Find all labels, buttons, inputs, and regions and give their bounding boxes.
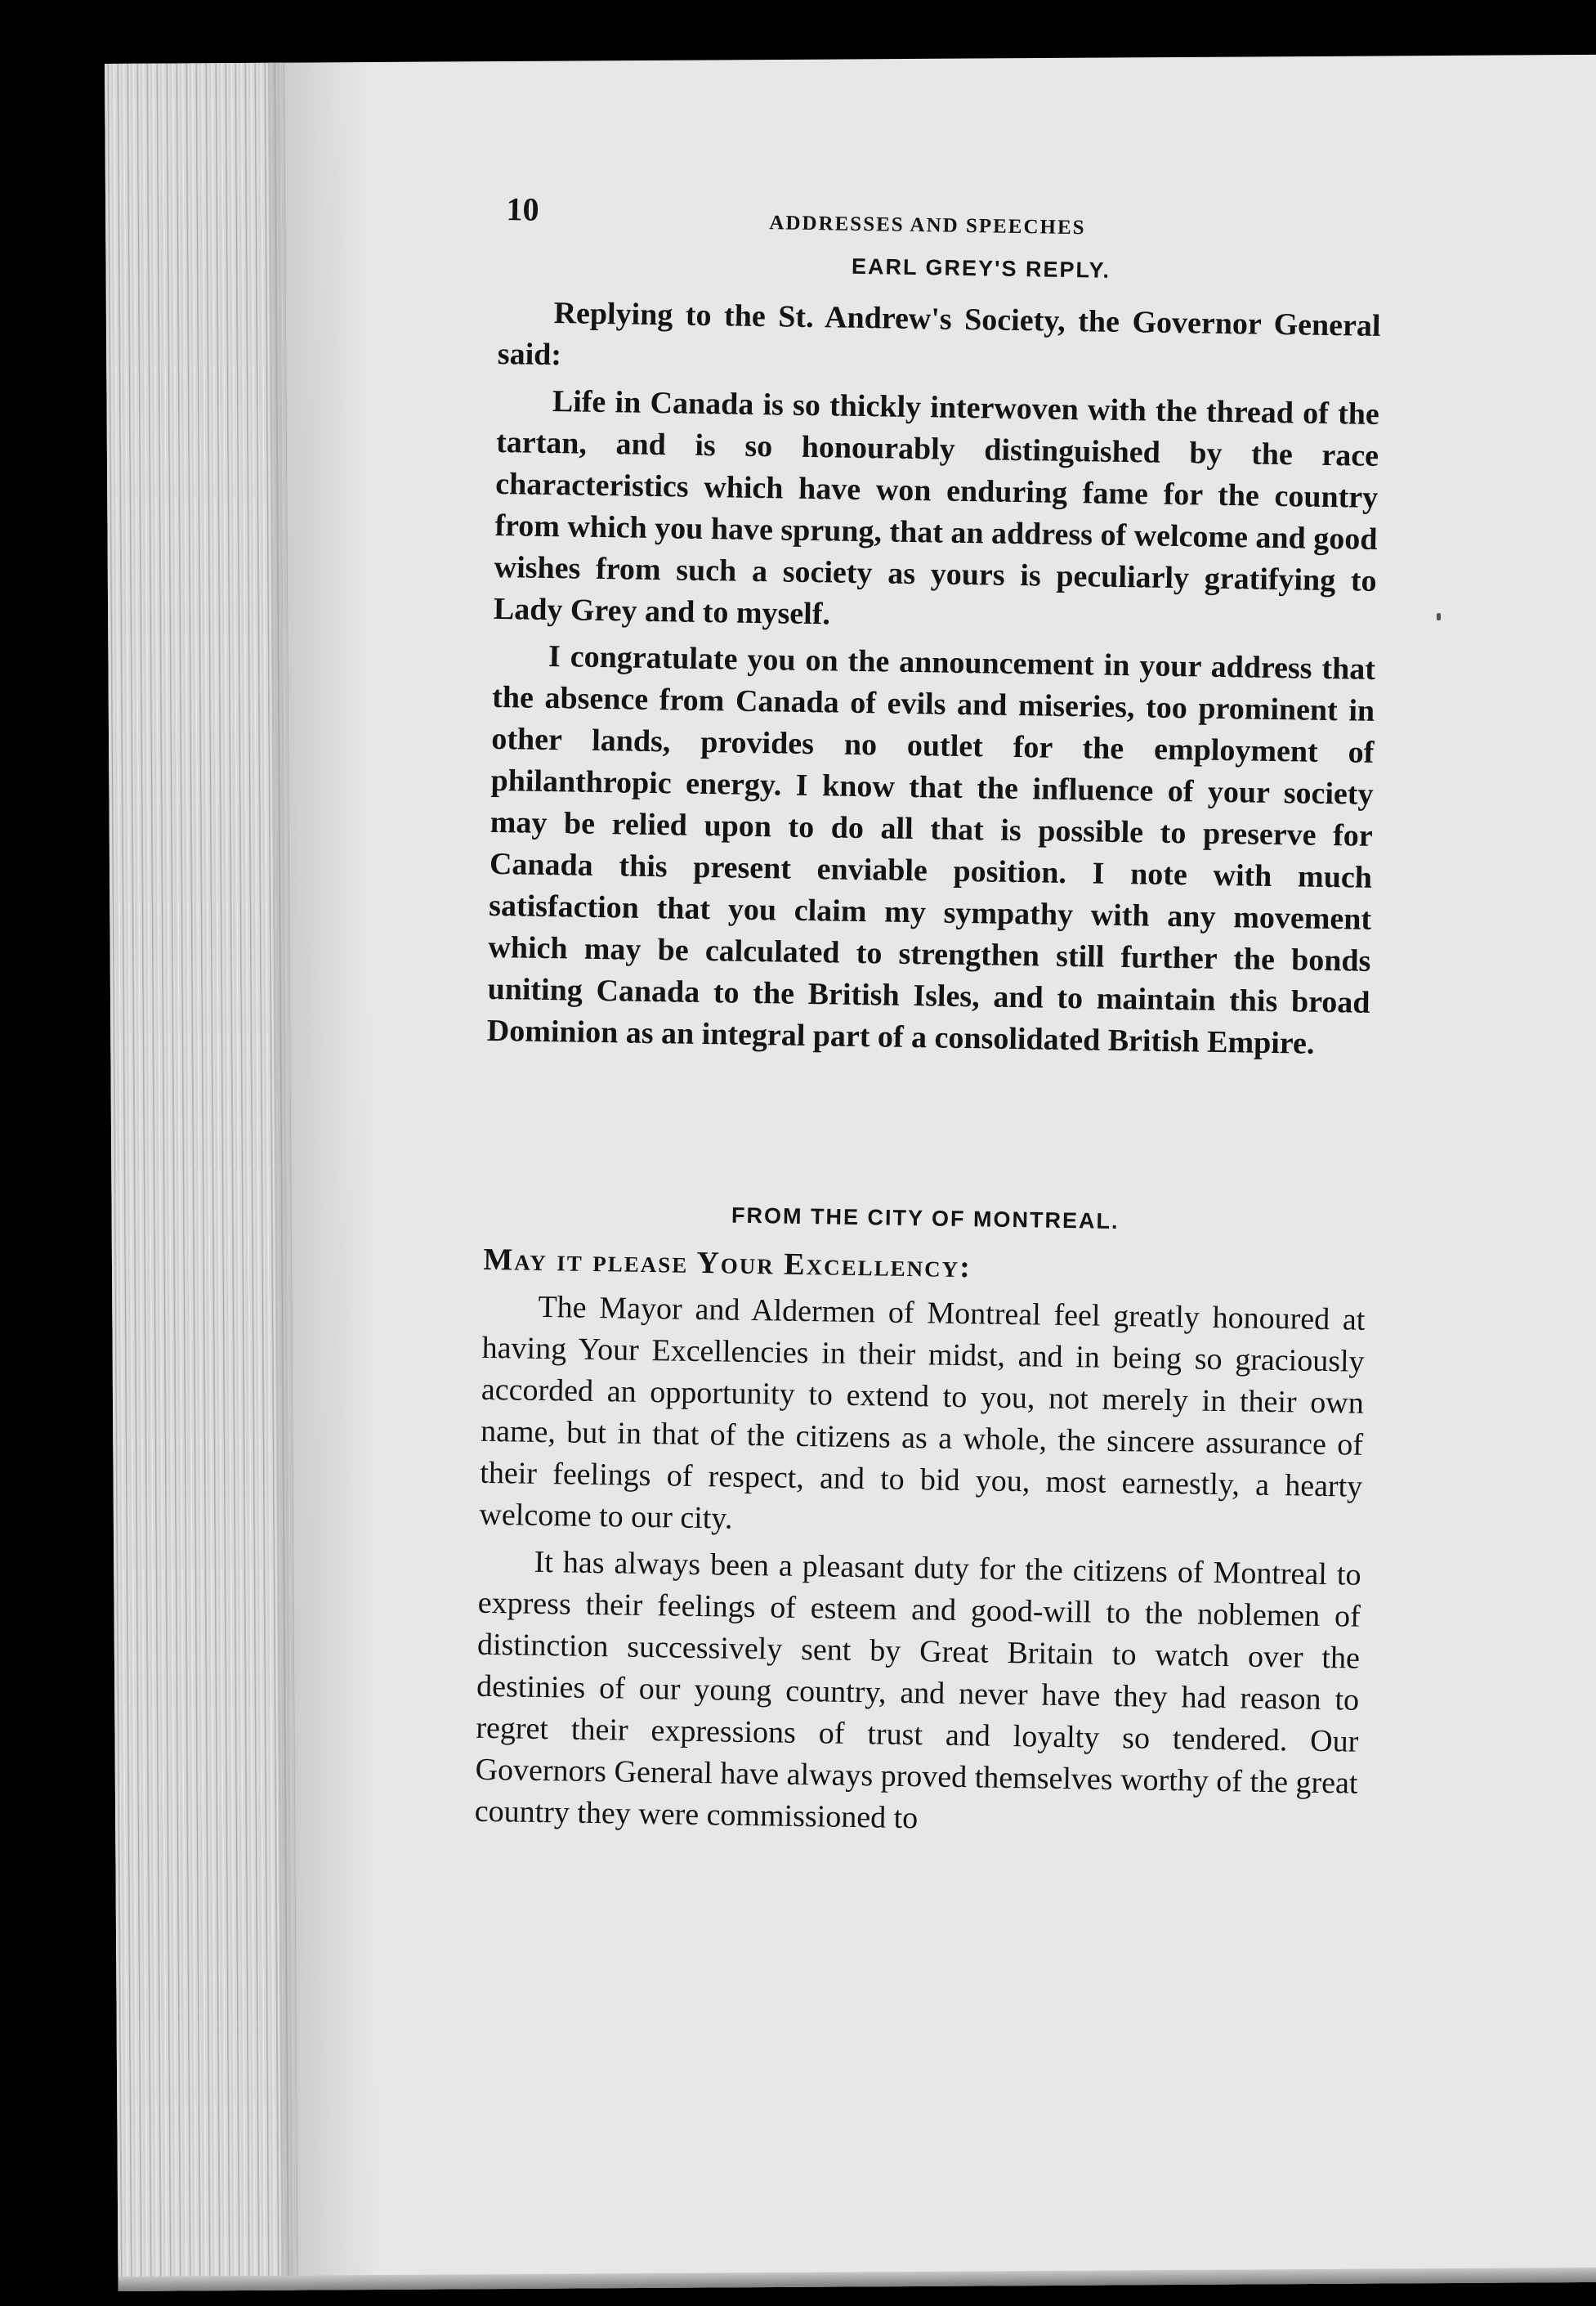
page-number: 10 [506, 190, 539, 228]
section-heading-montreal: FROM THE CITY OF MONTREAL. [731, 1202, 1120, 1234]
paragraph: The Mayor and Aldermen of Montreal feel greatly honoured at having Your Excellencies in their midst, and in being so graciously accorded an opportunity to extend to you, not merely in their own name, but in that of the citizens as a whole, the sincere assurance of their feelings of respect, and to bid you, most earnestly, a hearty welcome to our city. [479, 1289, 1366, 1536]
running-title: ADDRESSES AND SPEECHES [769, 212, 1086, 240]
paragraph: It has always been a pleasant duty for the citizens of Montreal to express their feelings of esteem and good-will to the noblemen of distinction successively sent by Great Britain to watch over the destinies of our young country, and never have they had reason to regret their expressions of trust and loyalty so tendered. Our Governors General have always proved themselves worthy of the great country they were commissioned to [474, 1544, 1361, 1836]
stray-ink-mark [1437, 613, 1441, 620]
section-heading-reply: EARL GREY'S REPLY. [851, 253, 1111, 283]
paragraph: Replying to the St. Andrew's Society, the Governor General said: [497, 296, 1381, 373]
paragraph: Life in Canada is so thickly interwoven with the thread of the tartan, and is so honourably distinguished by the race characteristics which have won enduring fame for the country from which you have sprung, that an address of welcome and good wishes from such a society as yours is peculiarly gratifying to Lady Grey and to myself. [493, 384, 1380, 632]
paragraph: I congratulate you on the announcement in your address that the absence from Canada of evils and miseries, too prominent in other lands, provides no outlet for the employment of philanthropic energy. I know that the influence of your society may be relied upon to do all that is possible to preserve for Canada this present enviable position. I note with much satisfaction that you claim my sympathy with any movement which may be calculated to strengthen still further the bonds uniting Canada to the British Isles, and to maintain this broad Dominion as an integral part of a consolidated British Empire. [486, 639, 1376, 1061]
text-block [474, 190, 1383, 1852]
gutter-shadow [268, 62, 380, 2290]
page-edges [105, 63, 298, 2291]
salutation: May it please Your Excellency: [483, 1242, 972, 1285]
